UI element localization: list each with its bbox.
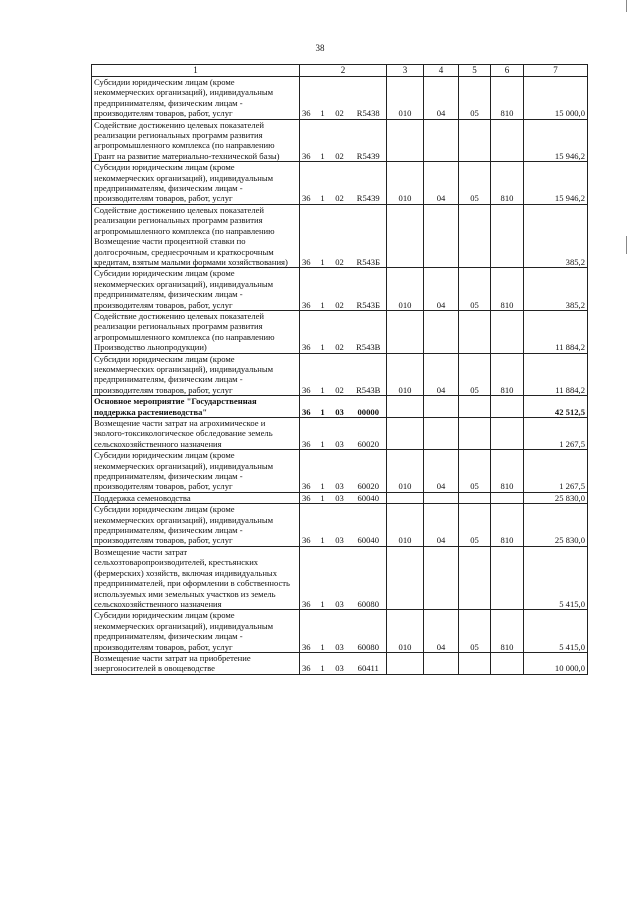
code-subprogram: 1 xyxy=(317,119,329,162)
code-subprogram: 1 xyxy=(317,204,329,267)
code-section xyxy=(424,396,459,418)
code-direction: R543В xyxy=(351,310,387,353)
code-event: 02 xyxy=(329,310,351,353)
table-row xyxy=(92,546,588,609)
code-subsection xyxy=(459,396,491,418)
table-row xyxy=(92,162,588,205)
code-expense-type: 810 xyxy=(491,450,524,493)
table-row xyxy=(92,353,588,396)
row-amount: 25 830,0 xyxy=(524,504,588,547)
code-ministry xyxy=(387,418,424,450)
code-subprogram: 1 xyxy=(317,77,329,120)
code-subprogram: 1 xyxy=(317,396,329,418)
row-amount: 5 415,0 xyxy=(524,546,588,609)
code-program: 36 xyxy=(300,204,317,267)
table-row xyxy=(92,77,588,120)
code-section xyxy=(424,310,459,353)
code-expense-type xyxy=(491,418,524,450)
code-program: 36 xyxy=(300,652,317,674)
code-direction: R543Б xyxy=(351,268,387,311)
row-name: Возмещение части затрат на приобретение энергоносителей в овощеводстве xyxy=(92,652,300,674)
code-subsection xyxy=(459,310,491,353)
code-expense-type: 810 xyxy=(491,77,524,120)
code-subprogram: 1 xyxy=(317,546,329,609)
row-name: Субсидии юридическим лицам (кроме некоммерческих организаций), индивидуальным предпринимателям, физическим лицам - производителям товаров, работ, услуг xyxy=(92,504,300,547)
row-amount: 15 000,0 xyxy=(524,77,588,120)
code-subprogram: 1 xyxy=(317,353,329,396)
row-amount: 5 415,0 xyxy=(524,610,588,653)
code-program: 36 xyxy=(300,353,317,396)
code-program: 36 xyxy=(300,504,317,547)
code-expense-type xyxy=(491,652,524,674)
code-subprogram: 1 xyxy=(317,450,329,493)
table-row xyxy=(92,492,588,503)
code-direction: R5439 xyxy=(351,162,387,205)
code-expense-type xyxy=(491,119,524,162)
code-program: 36 xyxy=(300,450,317,493)
code-subsection: 05 xyxy=(459,610,491,653)
code-section xyxy=(424,119,459,162)
row-name: Субсидии юридическим лицам (кроме некоммерческих организаций), индивидуальным предпринимателям, физическим лицам - производителям товаров, работ, услуг xyxy=(92,77,300,120)
code-ministry: 010 xyxy=(387,504,424,547)
scan-edge-mark xyxy=(626,236,627,254)
header-col-6: 6 xyxy=(491,65,524,77)
code-subsection xyxy=(459,204,491,267)
code-ministry: 010 xyxy=(387,77,424,120)
row-amount: 15 946,2 xyxy=(524,119,588,162)
code-direction: 00000 xyxy=(351,396,387,418)
table-row xyxy=(92,610,588,653)
code-direction: 60040 xyxy=(351,492,387,503)
code-program: 36 xyxy=(300,310,317,353)
code-ministry: 010 xyxy=(387,450,424,493)
code-event: 02 xyxy=(329,119,351,162)
code-expense-type: 810 xyxy=(491,162,524,205)
table-row xyxy=(92,268,588,311)
code-ministry xyxy=(387,492,424,503)
header-col-1: 1 xyxy=(92,65,300,77)
code-event: 03 xyxy=(329,610,351,653)
code-expense-type xyxy=(491,492,524,503)
code-subprogram: 1 xyxy=(317,652,329,674)
code-expense-type: 810 xyxy=(491,504,524,547)
row-name: Возмещение части затрат сельхозтоваропроизводителей, крестьянских (фермерских) хозяйств, включая индивидуальных предпринимателей, при оформлении в собственность используемых ими земельных участков из земель сельскохозяйственного назначения xyxy=(92,546,300,609)
code-ministry: 010 xyxy=(387,162,424,205)
code-program: 36 xyxy=(300,119,317,162)
row-name: Содействие достижению целевых показателей реализации региональных программ развития агропромышленного комплекса (по направлению Возмещение части процентной ставки по долгосрочным, среднесрочным и краткосрочным кредитам, взятым малыми формами хозяйствования) xyxy=(92,204,300,267)
row-name: Возмещение части затрат на агрохимическое и эколого-токсикологическое обследование земель сельскохозяйственного назначения xyxy=(92,418,300,450)
code-program: 36 xyxy=(300,162,317,205)
code-event: 03 xyxy=(329,396,351,418)
code-direction: R5439 xyxy=(351,119,387,162)
scan-edge-mark xyxy=(626,0,627,12)
code-ministry xyxy=(387,119,424,162)
code-direction: 60080 xyxy=(351,610,387,653)
row-name: Основное мероприятие "Государственная поддержка растениеводства" xyxy=(92,396,300,418)
table-row xyxy=(92,504,588,547)
code-section xyxy=(424,652,459,674)
code-section: 04 xyxy=(424,77,459,120)
code-event: 02 xyxy=(329,268,351,311)
row-amount: 11 884,2 xyxy=(524,310,588,353)
code-program: 36 xyxy=(300,268,317,311)
code-section xyxy=(424,546,459,609)
code-ministry: 010 xyxy=(387,353,424,396)
code-subprogram: 1 xyxy=(317,492,329,503)
code-section xyxy=(424,204,459,267)
code-event: 03 xyxy=(329,418,351,450)
code-direction: R543Б xyxy=(351,204,387,267)
code-program: 36 xyxy=(300,396,317,418)
code-section: 04 xyxy=(424,353,459,396)
code-subprogram: 1 xyxy=(317,310,329,353)
code-event: 03 xyxy=(329,504,351,547)
code-subsection: 05 xyxy=(459,162,491,205)
code-program: 36 xyxy=(300,546,317,609)
code-ministry: 010 xyxy=(387,268,424,311)
code-direction: 60020 xyxy=(351,418,387,450)
row-amount: 15 946,2 xyxy=(524,162,588,205)
code-event: 02 xyxy=(329,204,351,267)
row-name: Субсидии юридическим лицам (кроме некоммерческих организаций), индивидуальным предпринимателям, физическим лицам - производителям товаров, работ, услуг xyxy=(92,162,300,205)
table-row xyxy=(92,119,588,162)
code-expense-type: 810 xyxy=(491,610,524,653)
code-direction: 60020 xyxy=(351,450,387,493)
code-section xyxy=(424,492,459,503)
code-subprogram: 1 xyxy=(317,504,329,547)
row-name: Субсидии юридическим лицам (кроме некоммерческих организаций), индивидуальным предпринимателям, физическим лицам - производителям товаров, работ, услуг xyxy=(92,353,300,396)
code-section: 04 xyxy=(424,504,459,547)
header-col-2: 2 xyxy=(300,65,387,77)
code-event: 02 xyxy=(329,353,351,396)
code-expense-type: 810 xyxy=(491,353,524,396)
code-subprogram: 1 xyxy=(317,268,329,311)
row-name: Поддержка семеноводства xyxy=(92,492,300,503)
table-row xyxy=(92,652,588,674)
table-row xyxy=(92,450,588,493)
row-amount: 1 267,5 xyxy=(524,450,588,493)
row-amount: 10 000,0 xyxy=(524,652,588,674)
code-subsection xyxy=(459,652,491,674)
code-ministry xyxy=(387,652,424,674)
row-amount: 25 830,0 xyxy=(524,492,588,503)
code-program: 36 xyxy=(300,610,317,653)
code-section: 04 xyxy=(424,610,459,653)
code-subprogram: 1 xyxy=(317,162,329,205)
code-subprogram: 1 xyxy=(317,610,329,653)
code-event: 02 xyxy=(329,77,351,120)
code-direction: R5438 xyxy=(351,77,387,120)
code-ministry xyxy=(387,204,424,267)
table-row xyxy=(92,204,588,267)
code-ministry xyxy=(387,546,424,609)
row-name: Содействие достижению целевых показателей реализации региональных программ развития агропромышленного комплекса (по направлению Грант на развитие материально-технической базы) xyxy=(92,119,300,162)
code-expense-type: 810 xyxy=(491,268,524,311)
code-ministry xyxy=(387,310,424,353)
code-event: 02 xyxy=(329,162,351,205)
row-amount: 11 884,2 xyxy=(524,353,588,396)
code-direction: 60040 xyxy=(351,504,387,547)
code-event: 03 xyxy=(329,450,351,493)
table-header-row xyxy=(92,65,588,77)
header-col-4: 4 xyxy=(424,65,459,77)
code-subsection: 05 xyxy=(459,504,491,547)
table-row xyxy=(92,396,588,418)
row-name: Содействие достижению целевых показателей реализации региональных программ развития агропромышленного комплекса (по направлению Производство льнопродукции) xyxy=(92,310,300,353)
table-row xyxy=(92,418,588,450)
code-direction: 60080 xyxy=(351,546,387,609)
code-subsection xyxy=(459,418,491,450)
row-amount: 385,2 xyxy=(524,204,588,267)
code-expense-type xyxy=(491,396,524,418)
code-subsection xyxy=(459,119,491,162)
code-section: 04 xyxy=(424,268,459,311)
code-event: 03 xyxy=(329,492,351,503)
row-name: Субсидии юридическим лицам (кроме некоммерческих организаций), индивидуальным предпринимателям, физическим лицам - производителям товаров, работ, услуг xyxy=(92,610,300,653)
code-ministry xyxy=(387,396,424,418)
code-direction: 60411 xyxy=(351,652,387,674)
header-col-5: 5 xyxy=(459,65,491,77)
budget-table xyxy=(91,64,588,675)
code-subprogram: 1 xyxy=(317,418,329,450)
code-section: 04 xyxy=(424,162,459,205)
code-event: 03 xyxy=(329,546,351,609)
code-subsection: 05 xyxy=(459,268,491,311)
row-name: Субсидии юридическим лицам (кроме некоммерческих организаций), индивидуальным предпринимателям, физическим лицам - производителям товаров, работ, услуг xyxy=(92,450,300,493)
code-ministry: 010 xyxy=(387,610,424,653)
row-name: Субсидии юридическим лицам (кроме некоммерческих организаций), индивидуальным предпринимателям, физическим лицам - производителям товаров, работ, услуг xyxy=(92,268,300,311)
code-subsection: 05 xyxy=(459,450,491,493)
code-event: 03 xyxy=(329,652,351,674)
header-col-3: 3 xyxy=(387,65,424,77)
code-subsection: 05 xyxy=(459,353,491,396)
code-program: 36 xyxy=(300,77,317,120)
code-expense-type xyxy=(491,546,524,609)
row-amount: 1 267,5 xyxy=(524,418,588,450)
code-section: 04 xyxy=(424,450,459,493)
code-expense-type xyxy=(491,310,524,353)
code-expense-type xyxy=(491,204,524,267)
code-program: 36 xyxy=(300,492,317,503)
header-col-7: 7 xyxy=(524,65,588,77)
code-direction: R543В xyxy=(351,353,387,396)
row-amount: 42 512,5 xyxy=(524,396,588,418)
code-subsection xyxy=(459,492,491,503)
code-program: 36 xyxy=(300,418,317,450)
code-subsection: 05 xyxy=(459,77,491,120)
table-row xyxy=(92,310,588,353)
code-subsection xyxy=(459,546,491,609)
code-section xyxy=(424,418,459,450)
row-amount: 385,2 xyxy=(524,268,588,311)
page-number: 38 xyxy=(315,43,325,53)
